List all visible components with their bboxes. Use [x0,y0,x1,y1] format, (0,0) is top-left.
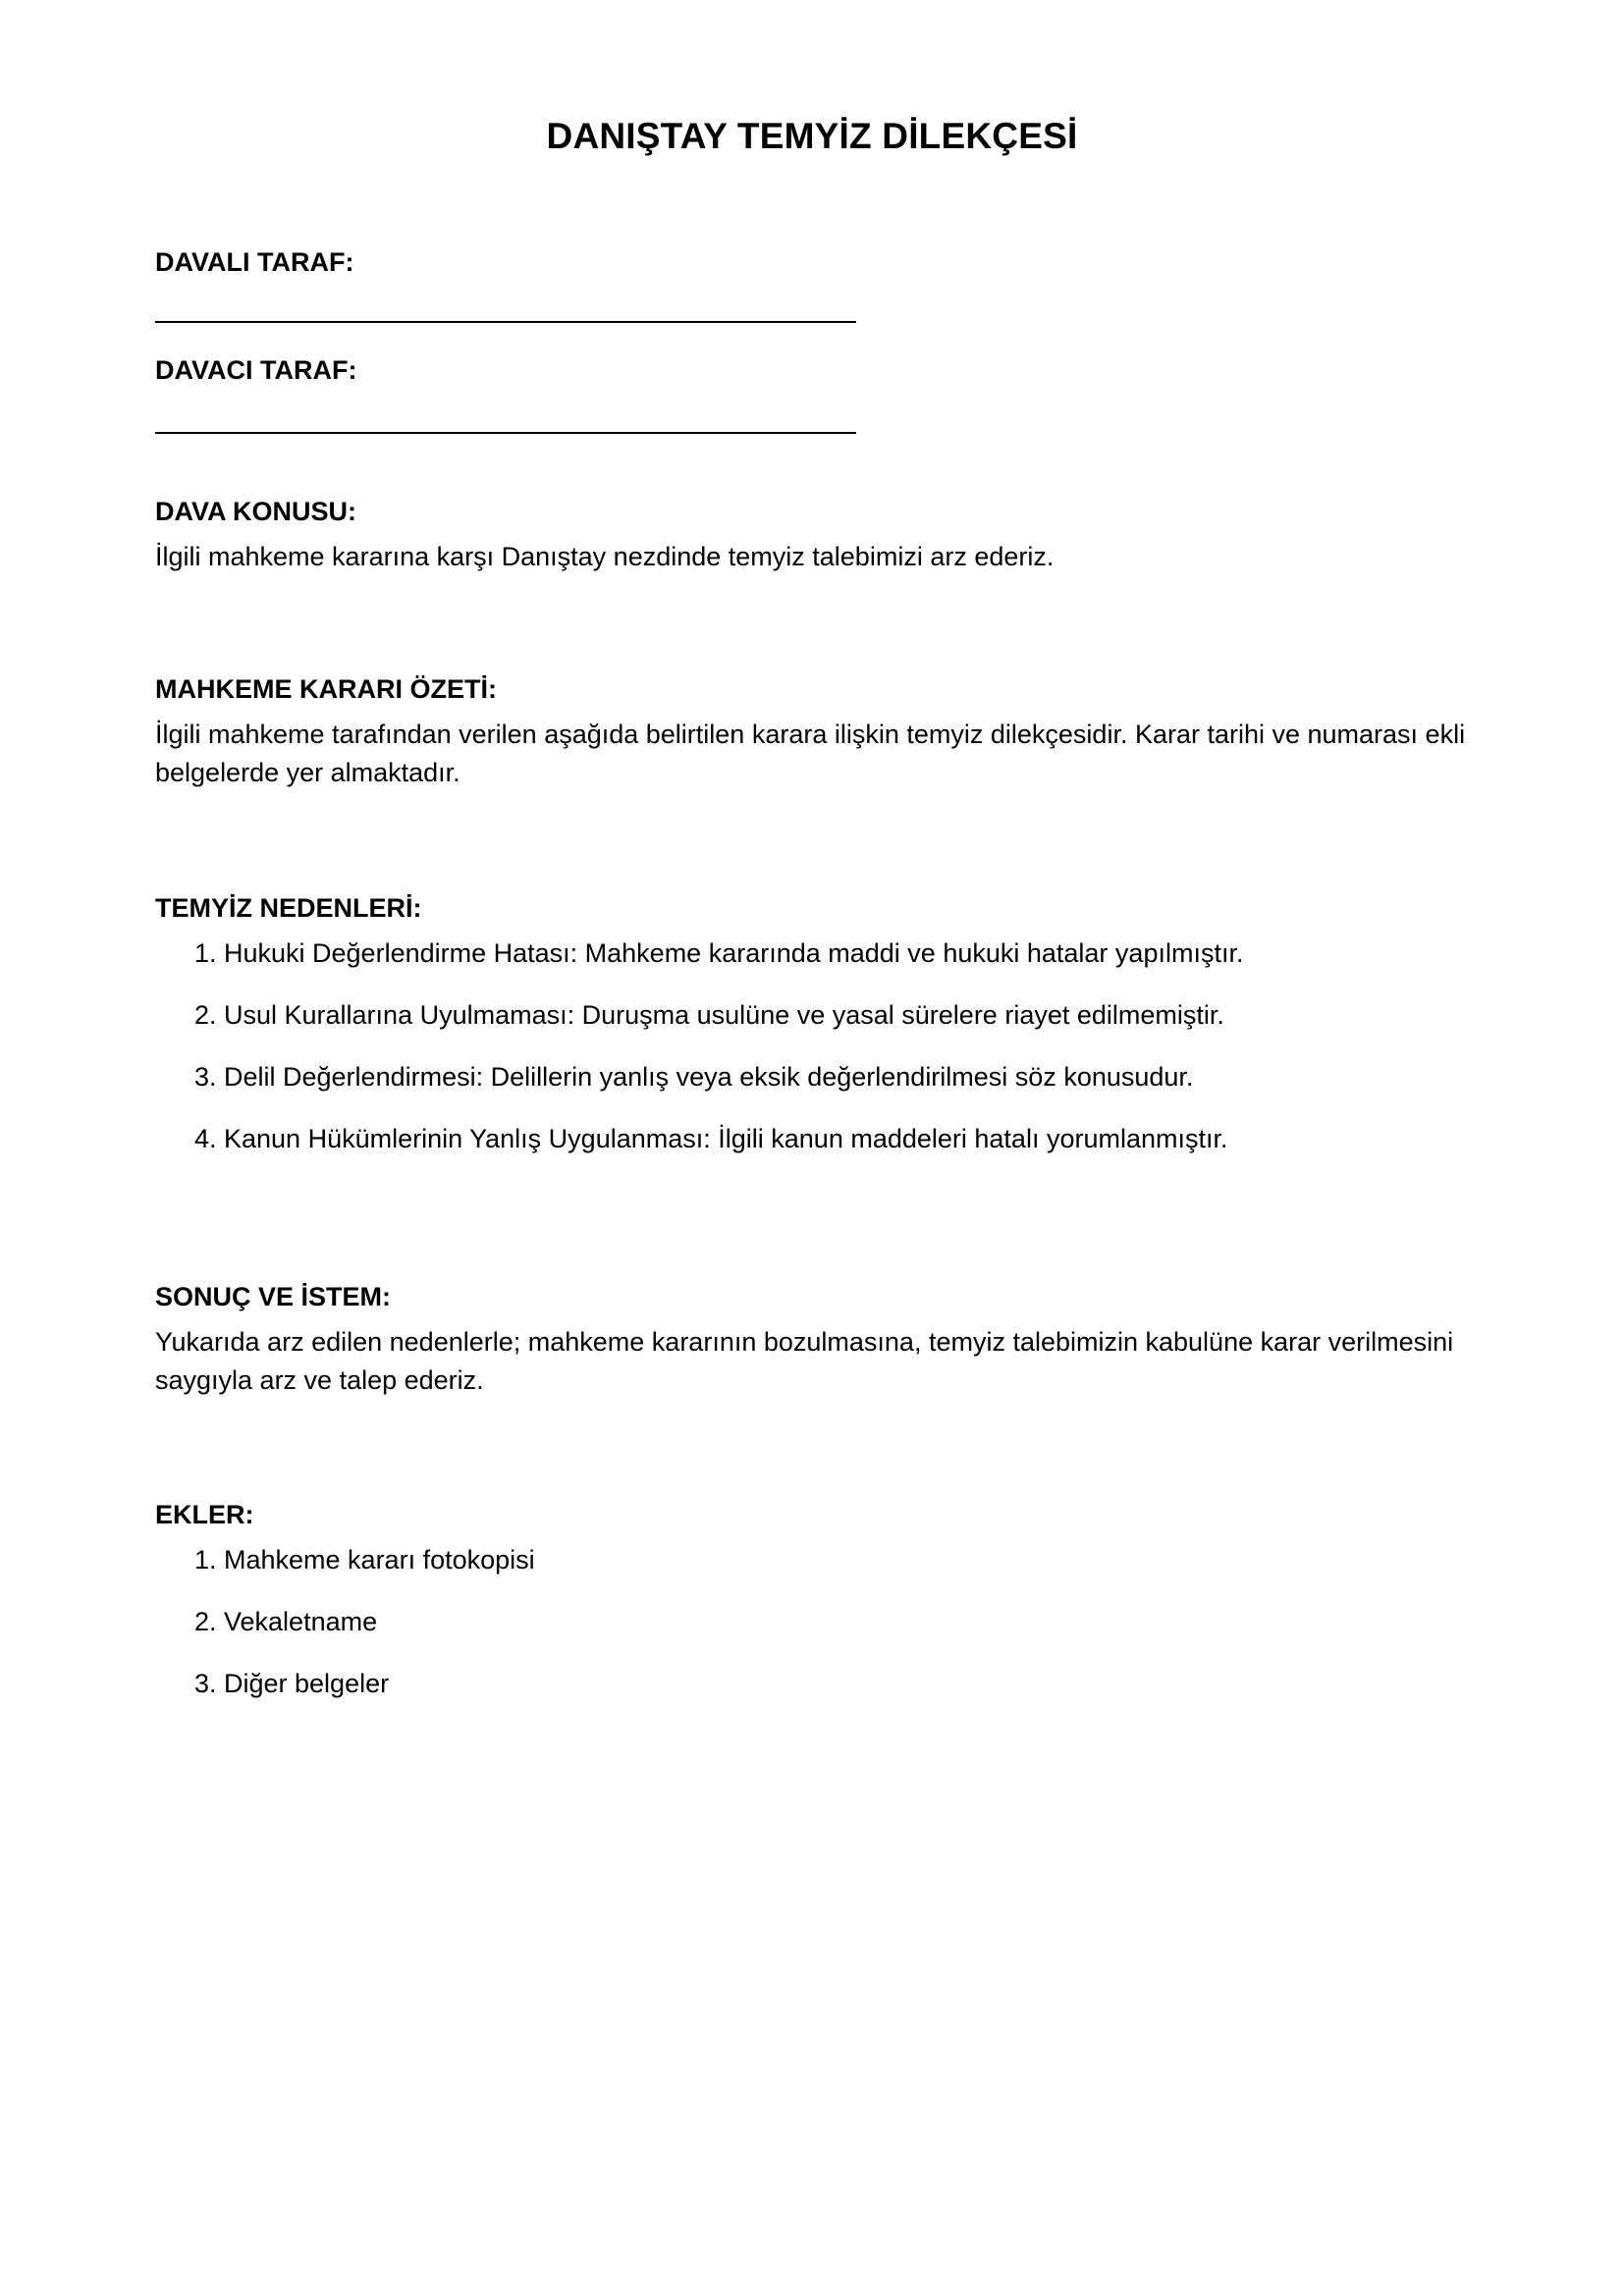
list-item-number: 2. [194,1000,217,1030]
list-item-text: Hukuki Değerlendirme Hatası: Mahkeme kararında maddi ve hukuki hatalar yapılmıştır. [224,938,1244,968]
list-item-text: Usul Kurallarına Uyulmaması: Duruşma usulüne ve yasal sürelere riayet edilmemiştir. [224,1000,1224,1030]
list-item [155,1603,535,1665]
list-item-number: 1. [194,1545,217,1575]
conclusion-text: Yukarıda arz edilen nedenlerle; mahkeme kararının bozulmasına, temyiz talebimizin kabulüne karar verilmesini saygıyla arz ve talep ederiz. [155,1327,1454,1395]
attachments-list [155,1541,535,1727]
plaintiff-signature-line [155,432,856,434]
list-item [155,996,1243,1058]
reasons-heading: TEMYİZ NEDENLERİ: [155,893,422,923]
list-item-number: 1. [194,938,217,968]
plaintiff-label: DAVACI TARAF: [155,355,357,385]
list-item-text: Diğer belgeler [224,1669,390,1698]
summary-text: İlgili mahkeme tarafından verilen aşağıda belirtilen karara ilişkin temyiz dilekçesidir. Karar tarihi ve numarası ekli belgelerde yer almaktadır. [155,720,1466,787]
document-title: DANIŞTAY TEMYİZ DİLEKÇESİ [546,116,1078,156]
list-item-text: Kanun Hükümlerinin Yanlış Uygulanması: İlgili kanun maddeleri hatalı yorumlanmıştır. [224,1124,1228,1153]
conclusion-heading: SONUÇ VE İSTEM: [155,1282,392,1311]
defendant-label: DAVALI TARAF: [155,247,354,277]
list-item-text: Delil Değerlendirmesi: Delillerin yanlış veya eksik değerlendirilmesi söz konusudur. [224,1062,1194,1092]
attachments-heading: EKLER: [155,1500,254,1529]
summary-heading: MAHKEME KARARI ÖZETİ: [155,674,497,704]
list-item [155,1058,1243,1120]
list-item-number: 3. [194,1669,217,1698]
list-item [155,1120,1243,1182]
list-item-number: 3. [194,1062,217,1092]
reasons-list [155,934,1243,1182]
defendant-signature-line [155,321,856,323]
list-item-text: Vekaletname [224,1607,378,1636]
list-item [155,1541,535,1603]
list-item-number: 2. [194,1607,217,1636]
list-item-number: 4. [194,1124,217,1153]
subject-text: İlgili mahkeme kararına karşı Danıştay nezdinde temyiz talebimizi arz ederiz. [155,542,1055,571]
list-item [155,934,1243,996]
list-item [155,1665,535,1727]
list-item-text: Mahkeme kararı fotokopisi [224,1545,535,1575]
subject-heading: DAVA KONUSU: [155,497,356,526]
